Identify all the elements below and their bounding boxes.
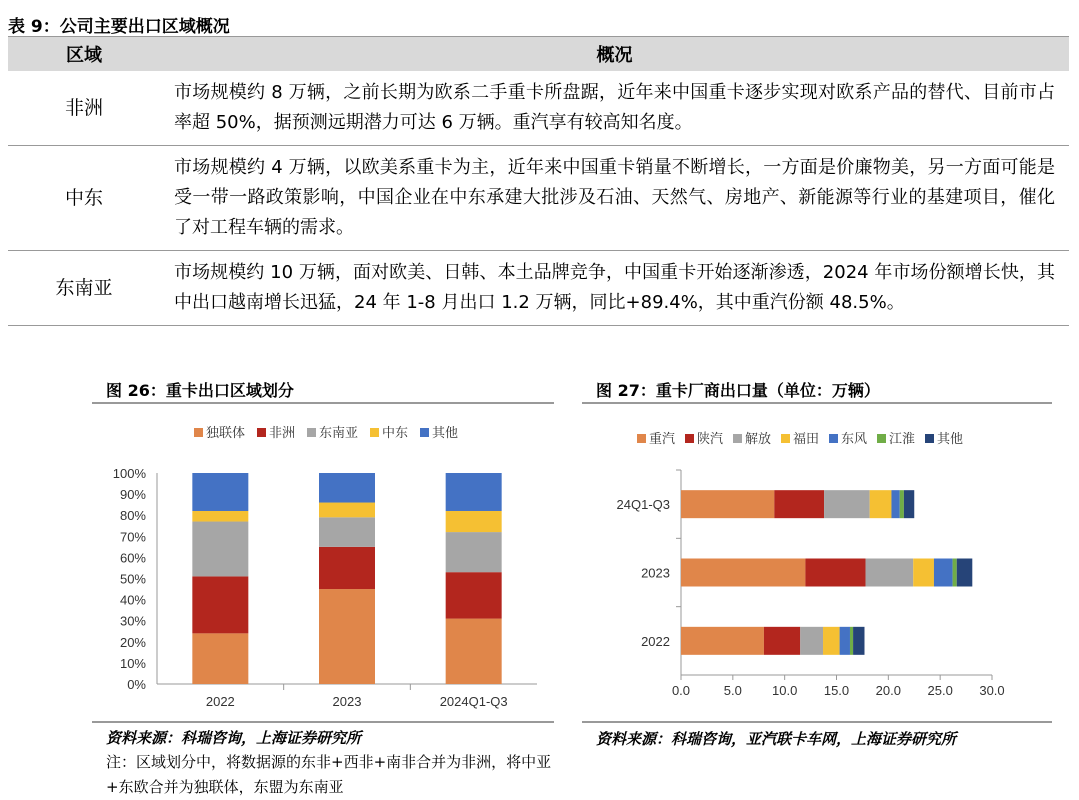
bar-segment [681,559,805,587]
bar-segment [319,473,375,503]
fig26-bottom-rule [92,721,554,723]
x-tick-label: 2022 [205,694,235,709]
y-tick-label: 80% [119,508,146,524]
y-tick-label: 0% [127,677,146,692]
legend-label: 其他 [432,425,459,440]
x-tick-label: 0.0 [671,683,691,698]
bar-segment [913,559,934,587]
bar-segment [904,490,914,518]
x-tick-label: 5.0 [723,683,742,698]
table-header-row [8,37,1069,72]
x-tick-label: 2023 [332,694,362,709]
legend-swatch [685,434,694,443]
legend-swatch [420,428,429,437]
bar-segment [446,572,502,618]
y-tick-label: 70% [119,529,146,545]
bar-segment [900,490,904,518]
bar-segment [192,473,248,511]
legend-swatch [637,434,646,443]
bar-segment [446,532,502,572]
y-tick-label: 24Q1-Q3 [616,497,670,513]
bar-segment [764,627,800,655]
legend-swatch [307,428,316,437]
y-tick-label: 30% [119,613,146,629]
x-tick-label: 30.0 [979,683,1005,698]
x-tick-label: 25.0 [927,683,953,698]
bar-segment [850,627,853,655]
legend-label: 独联体 [206,425,246,440]
fig26-note: 注：区域划分中，将数据源的东非+西非+南非合并为非洲，将中亚+东欧合并为独联体，东盟为东南亚 [106,753,552,796]
bar-segment [319,503,375,518]
bar-segment [853,627,864,655]
y-tick-label: 40% [119,592,146,608]
legend-swatch [781,434,790,443]
y-tick-label: 2023 [641,565,670,581]
fig27-chart [582,410,1057,720]
legend-label: 东南亚 [319,425,359,440]
table-row [8,146,1069,251]
legend-label: 东风 [841,431,868,446]
bar-segment [446,473,502,511]
region-cell: 中东 [8,146,160,251]
desc-cell: 市场规模约 10 万辆，面对欧美、日韩、本土品牌竞争，中国重卡开始逐渐渗透，2024 年市场份额增长快，其中出口越南增长迅猛，24 年 1-8 月出口 1.2 万辆，同比+89.4%，其中重汽份额 48.5%。 [160,251,1069,326]
fig26-source: 资料来源：科瑞咨询，上海证券研究所 [106,729,362,747]
bar-segment [866,559,914,587]
fig26-top-rule [92,402,554,404]
bar-segment [840,627,850,655]
x-tick-label: 20.0 [875,683,901,698]
bar-segment [957,559,973,587]
fig26-chart [92,410,557,720]
header-region: 区域 [8,37,160,72]
header-overview: 概况 [160,37,1069,72]
region-table [8,36,1069,326]
bar-segment [805,559,865,587]
bar-segment [446,511,502,532]
fig27-top-rule [582,402,1052,404]
y-tick-label: 2022 [641,633,670,649]
bar-segment [953,559,957,587]
bar-segment [891,490,899,518]
table-row [8,71,1069,146]
y-tick-label: 90% [119,487,146,503]
legend-swatch [194,428,203,437]
x-tick-label: 2024Q1-Q3 [439,694,508,709]
bar-segment [934,559,953,587]
bar-segment [192,576,248,633]
table-row [8,251,1069,326]
fig26-title: 图 26：重卡出口区域划分 [106,381,294,400]
legend-swatch [925,434,934,443]
legend-label: 中东 [382,425,409,440]
bar-segment [192,511,248,522]
fig27-source: 资料来源：科瑞咨询，亚汽联卡车网，上海证券研究所 [596,730,957,748]
bar-segment [446,619,502,684]
x-tick-label: 10.0 [772,683,798,698]
bar-segment [192,633,248,684]
bar-segment [870,490,892,518]
bar-segment [681,627,764,655]
bar-segment [823,627,840,655]
legend-swatch [877,434,886,443]
legend-label: 陕汽 [697,431,724,446]
x-tick-label: 15.0 [823,683,850,698]
legend-label: 非洲 [269,425,296,440]
legend-label: 解放 [745,431,772,446]
y-tick-label: 60% [119,550,146,566]
legend-label: 福田 [793,431,820,446]
legend-swatch [829,434,838,443]
region-cell: 东南亚 [8,251,160,326]
bar-segment [319,547,375,589]
desc-cell: 市场规模约 4 万辆，以欧美系重卡为主，近年来中国重卡销量不断增长，一方面是价廉物美，另一方面可能是受一带一路政策影响，中国企业在中东承建大批涉及石油、天然气、房地产、新能源等行业的基建项目，催化了对工程车辆的需求。 [160,146,1069,251]
bar-segment [824,490,870,518]
bar-segment [681,490,774,518]
bar-segment [800,627,823,655]
bar-segment [319,517,375,547]
y-tick-label: 50% [119,571,146,587]
fig27-title: 图 27：重卡厂商出口量（单位：万辆） [596,381,880,400]
legend-swatch [370,428,379,437]
bar-segment [319,589,375,684]
legend-swatch [257,428,266,437]
y-tick-label: 20% [119,634,146,650]
bar-segment [192,522,248,577]
y-tick-label: 10% [119,655,146,671]
region-cell: 非洲 [8,71,160,146]
y-tick-label: 100% [112,466,146,481]
legend-swatch [733,434,742,443]
legend-label: 重汽 [649,431,676,446]
legend-label: 江淮 [889,431,916,446]
desc-cell: 市场规模约 8 万辆，之前长期为欧系二手重卡所盘踞，近年来中国重卡逐步实现对欧系产品的替代、目前市占率超 50%，据预测远期潜力可达 6 万辆。重汽享有较高知名度。 [160,71,1069,146]
table9-title: 表 9：公司主要出口区域概况 [8,17,230,37]
bar-segment [774,490,824,518]
legend-label: 其他 [937,431,964,446]
fig27-bottom-rule [582,721,1052,723]
